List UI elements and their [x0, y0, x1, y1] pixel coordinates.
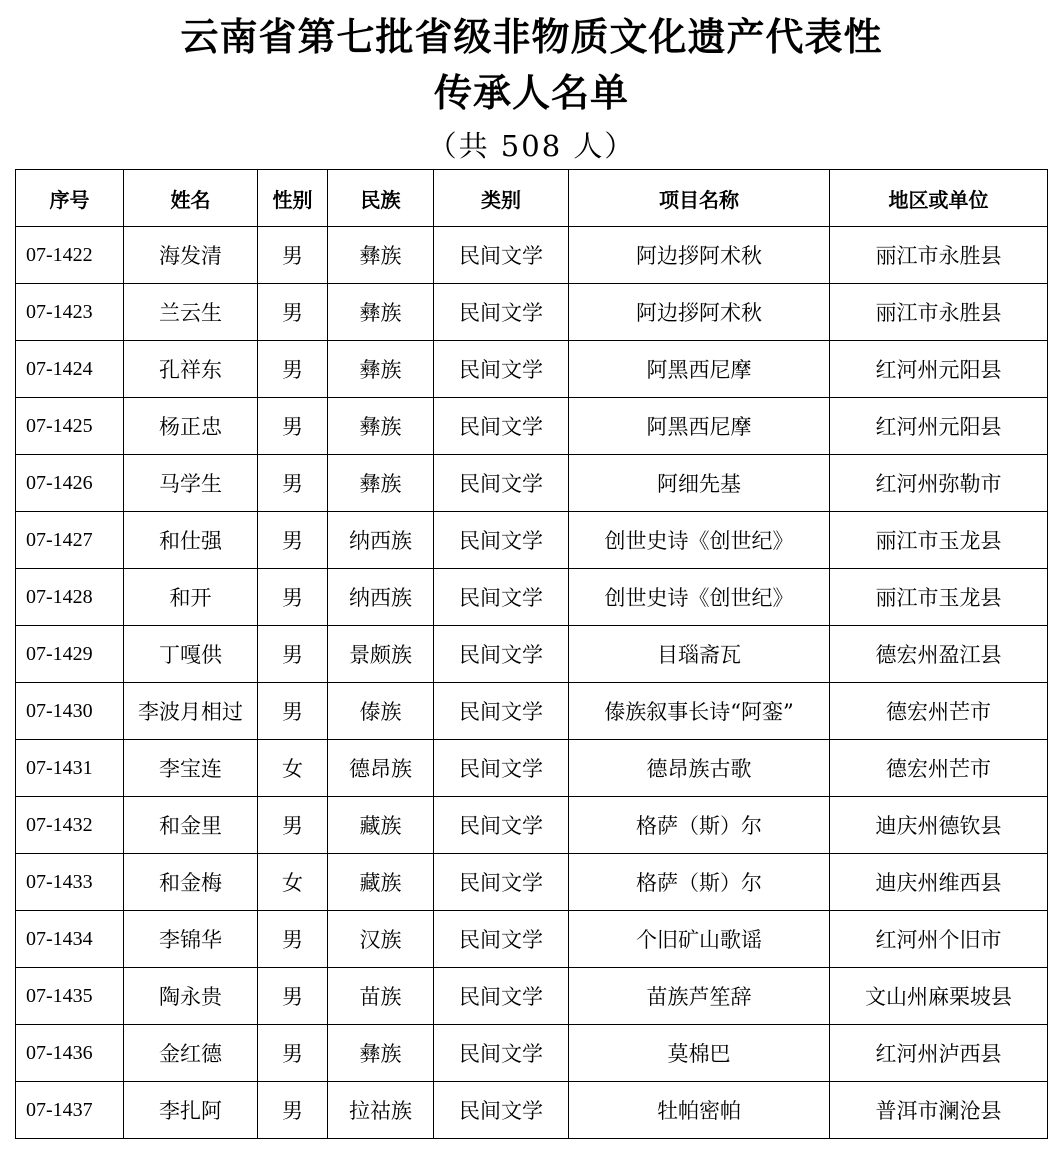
serial-cell: 07-1437: [16, 1082, 124, 1139]
project-cell: 阿边拶阿术秋: [569, 227, 830, 284]
region-cell: 丽江市永胜县: [830, 227, 1048, 284]
header-ethnicity: 民族: [328, 170, 434, 227]
region-cell: 丽江市永胜县: [830, 284, 1048, 341]
project-cell: 创世史诗《创世纪》: [569, 569, 830, 626]
document-title-line2: 传承人名单: [433, 71, 629, 115]
table-row: [16, 683, 1048, 740]
table-row: [16, 455, 1048, 512]
serial-cell: 07-1434: [16, 911, 124, 968]
ethnicity-cell: 藏族: [328, 854, 434, 911]
table-row: [16, 740, 1048, 797]
ethnicity-cell: 彝族: [328, 284, 434, 341]
gender-cell: 女: [258, 740, 328, 797]
project-cell: 阿边拶阿术秋: [569, 284, 830, 341]
table-row: [16, 227, 1048, 284]
project-cell: 目瑙斋瓦: [569, 626, 830, 683]
gender-cell: 男: [258, 341, 328, 398]
ethnicity-cell: 彝族: [328, 341, 434, 398]
ethnicity-cell: 彝族: [328, 398, 434, 455]
project-cell: 德昂族古歌: [569, 740, 830, 797]
project-cell: 苗族芦笙辞: [569, 968, 830, 1025]
gender-cell: 男: [258, 455, 328, 512]
project-cell: 个旧矿山歌谣: [569, 911, 830, 968]
document-subtitle: （共 508 人）: [427, 129, 636, 163]
gender-cell: 男: [258, 968, 328, 1025]
serial-cell: 07-1436: [16, 1025, 124, 1082]
region-cell: 红河州泸西县: [830, 1025, 1048, 1082]
ethnicity-cell: 景颇族: [328, 626, 434, 683]
gender-cell: 男: [258, 512, 328, 569]
serial-cell: 07-1428: [16, 569, 124, 626]
document-title: 云南省第七批省级非物质文化遗产代表性: [180, 15, 883, 59]
name-cell: 孔祥东: [124, 341, 258, 398]
header-project: 项目名称: [569, 170, 830, 227]
name-cell: 李宝连: [124, 740, 258, 797]
table-header-row: [16, 170, 1048, 227]
name-cell: 和仕强: [124, 512, 258, 569]
inheritor-table: [15, 169, 1048, 1139]
category-cell: 民间文学: [434, 284, 569, 341]
region-cell: 红河州个旧市: [830, 911, 1048, 968]
category-cell: 民间文学: [434, 1082, 569, 1139]
serial-cell: 07-1431: [16, 740, 124, 797]
name-cell: 丁嘎供: [124, 626, 258, 683]
gender-cell: 男: [258, 284, 328, 341]
project-cell: 格萨（斯）尔: [569, 854, 830, 911]
name-cell: 兰云生: [124, 284, 258, 341]
name-cell: 金红德: [124, 1025, 258, 1082]
region-cell: 德宏州盈江县: [830, 626, 1048, 683]
category-cell: 民间文学: [434, 968, 569, 1025]
region-cell: 迪庆州德钦县: [830, 797, 1048, 854]
region-cell: 德宏州芒市: [830, 683, 1048, 740]
ethnicity-cell: 德昂族: [328, 740, 434, 797]
name-cell: 李扎阿: [124, 1082, 258, 1139]
header-name: 姓名: [124, 170, 258, 227]
region-cell: 德宏州芒市: [830, 740, 1048, 797]
ethnicity-cell: 拉祜族: [328, 1082, 434, 1139]
project-cell: 阿黑西尼摩: [569, 341, 830, 398]
gender-cell: 女: [258, 854, 328, 911]
serial-cell: 07-1422: [16, 227, 124, 284]
table-row: [16, 968, 1048, 1025]
project-cell: 牡帕密帕: [569, 1082, 830, 1139]
gender-cell: 男: [258, 1025, 328, 1082]
ethnicity-cell: 藏族: [328, 797, 434, 854]
gender-cell: 男: [258, 911, 328, 968]
name-cell: 海发清: [124, 227, 258, 284]
gender-cell: 男: [258, 1082, 328, 1139]
category-cell: 民间文学: [434, 227, 569, 284]
name-cell: 陶永贵: [124, 968, 258, 1025]
header-serial: 序号: [16, 170, 124, 227]
table-row: [16, 398, 1048, 455]
category-cell: 民间文学: [434, 512, 569, 569]
serial-cell: 07-1430: [16, 683, 124, 740]
ethnicity-cell: 傣族: [328, 683, 434, 740]
gender-cell: 男: [258, 569, 328, 626]
ethnicity-cell: 彝族: [328, 455, 434, 512]
category-cell: 民间文学: [434, 683, 569, 740]
table-row: [16, 569, 1048, 626]
header-region: 地区或单位: [830, 170, 1048, 227]
serial-cell: 07-1429: [16, 626, 124, 683]
region-cell: 迪庆州维西县: [830, 854, 1048, 911]
table-body: [16, 227, 1048, 1139]
region-cell: 丽江市玉龙县: [830, 512, 1048, 569]
category-cell: 民间文学: [434, 569, 569, 626]
ethnicity-cell: 苗族: [328, 968, 434, 1025]
serial-cell: 07-1426: [16, 455, 124, 512]
gender-cell: 男: [258, 797, 328, 854]
region-cell: 普洱市澜沧县: [830, 1082, 1048, 1139]
name-cell: 马学生: [124, 455, 258, 512]
serial-cell: 07-1425: [16, 398, 124, 455]
serial-cell: 07-1433: [16, 854, 124, 911]
region-cell: 红河州弥勒市: [830, 455, 1048, 512]
gender-cell: 男: [258, 398, 328, 455]
gender-cell: 男: [258, 227, 328, 284]
header-category: 类别: [434, 170, 569, 227]
category-cell: 民间文学: [434, 398, 569, 455]
serial-cell: 07-1432: [16, 797, 124, 854]
ethnicity-cell: 纳西族: [328, 569, 434, 626]
category-cell: 民间文学: [434, 341, 569, 398]
category-cell: 民间文学: [434, 1025, 569, 1082]
name-cell: 李锦华: [124, 911, 258, 968]
serial-cell: 07-1427: [16, 512, 124, 569]
name-cell: 和开: [124, 569, 258, 626]
region-cell: 红河州元阳县: [830, 398, 1048, 455]
project-cell: 阿黑西尼摩: [569, 398, 830, 455]
name-cell: 杨正忠: [124, 398, 258, 455]
table-row: [16, 1025, 1048, 1082]
project-cell: 创世史诗《创世纪》: [569, 512, 830, 569]
project-cell: 莫棉巴: [569, 1025, 830, 1082]
region-cell: 丽江市玉龙县: [830, 569, 1048, 626]
serial-cell: 07-1423: [16, 284, 124, 341]
table-row: [16, 854, 1048, 911]
serial-cell: 07-1435: [16, 968, 124, 1025]
name-cell: 和金梅: [124, 854, 258, 911]
project-cell: 格萨（斯）尔: [569, 797, 830, 854]
table-row: [16, 911, 1048, 968]
project-cell: 傣族叙事长诗“阿銮”: [569, 683, 830, 740]
category-cell: 民间文学: [434, 626, 569, 683]
table-row: [16, 797, 1048, 854]
table-row: [16, 1082, 1048, 1139]
category-cell: 民间文学: [434, 740, 569, 797]
ethnicity-cell: 彝族: [328, 1025, 434, 1082]
region-cell: 文山州麻栗坡县: [830, 968, 1048, 1025]
region-cell: 红河州元阳县: [830, 341, 1048, 398]
name-cell: 和金里: [124, 797, 258, 854]
category-cell: 民间文学: [434, 797, 569, 854]
serial-cell: 07-1424: [16, 341, 124, 398]
gender-cell: 男: [258, 683, 328, 740]
gender-cell: 男: [258, 626, 328, 683]
category-cell: 民间文学: [434, 455, 569, 512]
project-cell: 阿细先基: [569, 455, 830, 512]
header-gender: 性别: [258, 170, 328, 227]
name-cell: 李波月相过: [124, 683, 258, 740]
table-row: [16, 284, 1048, 341]
table-row: [16, 626, 1048, 683]
category-cell: 民间文学: [434, 911, 569, 968]
ethnicity-cell: 纳西族: [328, 512, 434, 569]
table-row: [16, 512, 1048, 569]
category-cell: 民间文学: [434, 854, 569, 911]
ethnicity-cell: 彝族: [328, 227, 434, 284]
table-row: [16, 341, 1048, 398]
ethnicity-cell: 汉族: [328, 911, 434, 968]
